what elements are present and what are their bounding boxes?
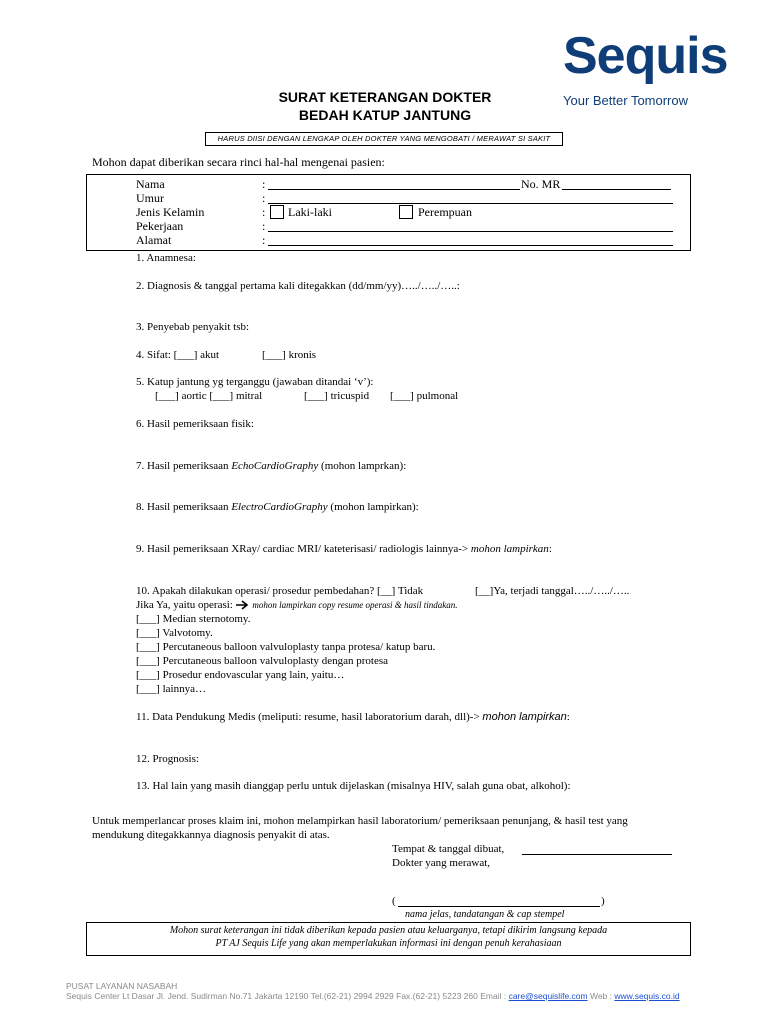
colon-alamat: : [262,233,266,247]
q9-text-italic: mohon lampirkan [470,543,549,555]
no-mr-field-line[interactable] [562,189,671,190]
q10-jika-label: Jika Ya, yaitu operasi: [136,599,233,611]
label-alamat: Alamat [136,233,172,247]
q5-aortic-mitral: [___] aortic [___] mitral [155,390,263,402]
signature-line[interactable] [398,906,600,907]
signature-note: nama jelas, tandatangan & cap stempel [405,909,565,920]
q8-text-b: (mohon lampirkan): [327,501,419,513]
colon-pekerjaan: : [262,219,266,233]
umur-field-line[interactable] [268,203,673,204]
footer-web-label: Web : [587,991,615,1001]
q9-text-a: 9. Hasil pemeriksaan XRay/ cardiac MRI/ kateterisasi/ radiologis lainnya-> [136,543,471,555]
q8-text-a: 8. Hasil pemeriksaan [136,501,232,513]
op-lainnya: [___] lainnya… [136,683,206,695]
q5-katup: 5. Katup jantung yg terganggu (jawaban ditandai ‘v’): [136,376,374,388]
checkbox-laki-laki[interactable] [270,205,284,219]
dokter-label: Dokter yang merawat, [392,857,491,869]
op-balloon-dengan-protesa: [___] Percutaneous balloon valvuloplasty dengan protesa [136,655,389,667]
q11-data-pendukung [136,711,570,723]
op-valvotomy: [___] Valvotomy. [136,627,213,639]
tempat-tanggal-label: Tempat & tanggal dibuat, [392,843,505,855]
q1-anamnesa: 1. Anamnesa: [136,252,196,264]
label-perempuan: Perempuan [418,205,472,219]
label-no-mr: No. MR [521,177,561,191]
q12-prognosis: 12. Prognosis: [136,753,199,765]
label-jenis-kelamin: Jenis Kelamin [136,205,205,219]
colon-jenis-kelamin: : [262,205,266,219]
q9-text-b: : [548,543,552,555]
q7-echo [136,460,406,472]
q7-text-italic: EchoCardioGraphy [231,460,319,472]
disclaimer-line-1: Mohon surat keterangan ini tidak diberikan kepada pasien atau keluarganya, tetapi dikirim langsung kepada [169,925,608,936]
op-balloon-tanpa-protesa: [___] Percutaneous balloon valvuloplasty tanpa protesa/ katup baru. [136,641,436,653]
label-pekerjaan: Pekerjaan [136,219,184,233]
label-laki-laki: Laki-laki [288,205,332,219]
q4-sifat-akut: 4. Sifat: [___] akut [136,349,220,361]
footer-email-link[interactable]: care@sequislife.com [508,991,588,1001]
label-nama: Nama [136,177,165,191]
q7-text-b: (mohon lamprkan): [318,460,407,472]
q11-text-a: 11. Data Pendukung Medis (meliputi: resume, hasil laboratorium darah, dll)-> [136,711,483,723]
q9-xray [136,543,552,555]
sign-close-paren: ) [601,895,605,907]
q5-tricuspid: [___] tricuspid [304,390,370,402]
disclaimer-line-2: PT AJ Sequis Life yang akan memperlakukan informasi ini dengan penuh kerahasiaan [215,938,562,949]
footer-address-text: Sequis Center Lt Dasar Jl. Jend. Sudirman No.71 Jakarta 12190 Tel.(62-21) 2994 2929 Fax.(62-21) 5223 260 Email : [66,991,509,1001]
footer-web-link[interactable]: www.sequis.co.id [614,991,680,1001]
q13-hal-lain: 13. Hal lain yang masih dianggap perlu untuk dijelaskan (misalnya HIV, salah guna obat, alkohol): [136,780,571,792]
q5-pulmonal: [___] pulmonal [390,390,459,402]
q6-fisik: 6. Hasil pemeriksaan fisik: [136,418,254,430]
footer-address [66,991,680,1001]
q10-operasi: 10. Apakah dilakukan operasi/ prosedur pembedahan? [__] Tidak [136,585,424,597]
sequis-logo: Sequis [563,27,728,85]
document-title: SURAT KETERANGAN DOKTER [278,89,492,105]
op-median-sternotomy: [___] Median sternotomy. [136,613,251,625]
logo-tagline: Your Better Tomorrow [563,93,689,108]
label-umur: Umur [136,191,164,205]
q2-diagnosis: 2. Diagnosis & tanggal pertama kali ditegakkan (dd/mm/yy)…../…../…..: [136,280,460,292]
nama-field-line[interactable] [268,189,520,190]
q4-sifat-kronis: [___] kronis [262,349,317,361]
q11-text-italic: mohon lampirkan [482,711,567,723]
closing-line-2: mendukung ditegakkannya diagnosis penyakit di atas. [92,829,330,841]
q10-jika-note: mohon lampirkan copy resume operasi & hasil tindakan. [252,600,458,610]
checkbox-perempuan[interactable] [399,205,413,219]
alamat-field-line[interactable] [268,245,673,246]
sign-open-paren: ( [392,895,396,907]
q7-text-a: 7. Hasil pemeriksaan [136,460,232,472]
q10-jika-ya [136,599,458,611]
colon-nama: : [262,177,266,191]
pekerjaan-field-line[interactable] [268,231,673,232]
op-endovascular: [___] Prosedur endovascular yang lain, yaitu… [136,669,345,681]
document-subtitle: BEDAH KATUP JANTUNG [298,107,472,123]
q10-ya: [__]Ya, terjadi tanggal…../…../….. [475,585,630,597]
intro-text: Mohon dapat diberikan secara rinci hal-hal mengenai pasien: [92,155,385,169]
colon-umur: : [262,191,266,205]
q8-electro [136,501,419,513]
closing-line-1: Untuk memperlancar proses klaim ini, mohon melampirkan hasil laboratorium/ pemeriksaan penunjang, & hasil test yang [92,815,628,827]
q11-text-b: : [566,711,570,723]
q3-penyebab: 3. Penyebab penyakit tsb: [136,321,250,333]
tempat-tanggal-line[interactable] [522,854,672,855]
arrow-right-icon [236,600,250,610]
footer-title: PUSAT LAYANAN NASABAH [66,981,178,991]
q8-text-italic: ElectroCardioGraphy [231,501,328,513]
fill-notice: HARUS DIISI DENGAN LENGKAP OLEH DOKTER YANG MENGOBATI / MERAWAT SI SAKIT [205,132,563,146]
